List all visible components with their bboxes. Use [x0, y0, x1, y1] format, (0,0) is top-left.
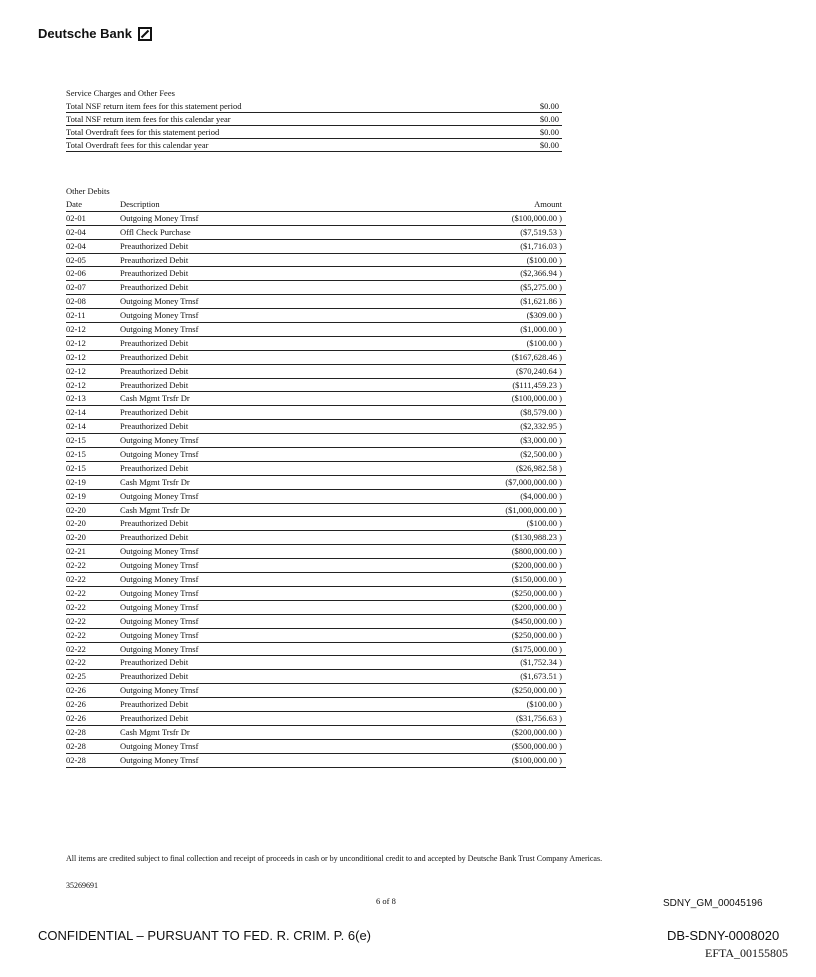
debit-description: Preauthorized Debit — [120, 268, 189, 279]
fee-label: Total NSF return item fees for this calendar year — [66, 114, 231, 124]
debit-amount: ($26,982.58 ) — [515, 462, 562, 473]
debit-row — [66, 573, 566, 587]
debit-date: 02-13 — [66, 393, 86, 404]
debit-row — [66, 212, 566, 226]
debit-date: 02-04 — [66, 226, 86, 237]
debit-row — [66, 226, 566, 240]
header-date: Date — [66, 199, 83, 209]
fee-amount: $0.00 — [539, 101, 559, 111]
debit-row — [66, 754, 566, 768]
debit-row — [66, 740, 566, 754]
debit-date: 02-22 — [66, 657, 86, 668]
header-amount: Amount — [534, 199, 562, 209]
debit-description: Preauthorized Debit — [120, 518, 189, 529]
debit-description: Outgoing Money Trnsf — [120, 546, 199, 557]
debit-amount: ($250,000.00 ) — [511, 629, 562, 640]
other-debits-table — [66, 212, 566, 768]
debit-date: 02-25 — [66, 671, 86, 682]
fee-amount: $0.00 — [539, 114, 559, 124]
debit-description: Outgoing Money Trnsf — [120, 740, 199, 751]
debit-description: Preauthorized Debit — [120, 379, 189, 390]
debit-date: 02-20 — [66, 518, 86, 529]
fee-label: Total Overdraft fees for this statement period — [66, 127, 220, 137]
debit-description: Preauthorized Debit — [120, 240, 189, 251]
debit-amount: ($1,716.03 ) — [520, 240, 562, 251]
debit-row — [66, 462, 566, 476]
service-charges-table — [66, 100, 562, 152]
confidential-notice: CONFIDENTIAL – PURSUANT TO FED. R. CRIM. P. 6(e) — [38, 928, 372, 943]
debit-date: 02-08 — [66, 296, 86, 307]
page-number: 6 of 8 — [376, 896, 396, 906]
debit-amount: ($167,628.46 ) — [511, 351, 562, 362]
debit-amount: ($8,579.00 ) — [520, 407, 562, 418]
debit-description: Cash Mgmt Trsfr Dr — [120, 476, 190, 487]
service-charges-title: Service Charges and Other Fees — [66, 88, 175, 98]
debit-date: 02-12 — [66, 379, 86, 390]
fee-row — [66, 100, 562, 113]
debit-amount: ($200,000.00 ) — [511, 560, 562, 571]
debit-row — [66, 504, 566, 518]
debit-amount: ($100,000.00 ) — [511, 754, 562, 765]
debit-row — [66, 587, 566, 601]
debit-row — [66, 448, 566, 462]
deutsche-bank-slash-logo-icon — [138, 27, 152, 41]
debit-amount: ($3,000.00 ) — [520, 435, 562, 446]
debit-date: 02-19 — [66, 476, 86, 487]
debit-date: 02-14 — [66, 421, 86, 432]
debit-description: Cash Mgmt Trsfr Dr — [120, 393, 190, 404]
debit-row — [66, 434, 566, 448]
debit-row — [66, 351, 566, 365]
debit-date: 02-05 — [66, 254, 86, 265]
debit-amount: ($175,000.00 ) — [511, 643, 562, 654]
fee-row — [66, 113, 562, 126]
fee-row — [66, 126, 562, 139]
debit-date: 02-22 — [66, 615, 86, 626]
debit-row — [66, 254, 566, 268]
debit-row — [66, 490, 566, 504]
debit-row — [66, 476, 566, 490]
debit-description: Outgoing Money Trnsf — [120, 490, 199, 501]
debit-amount: ($800,000.00 ) — [511, 546, 562, 557]
debit-row — [66, 323, 566, 337]
debit-amount: ($1,673.51 ) — [520, 671, 562, 682]
debit-row — [66, 240, 566, 254]
debit-amount: ($500,000.00 ) — [511, 740, 562, 751]
fee-amount: $0.00 — [539, 127, 559, 137]
debit-description: Preauthorized Debit — [120, 282, 189, 293]
debit-date: 02-12 — [66, 351, 86, 362]
account-reference: 35269691 — [66, 881, 98, 890]
debit-amount: ($100.00 ) — [526, 699, 562, 710]
debit-description: Outgoing Money Trnsf — [120, 587, 199, 598]
debit-amount: ($7,000,000.00 ) — [505, 476, 562, 487]
debit-amount: ($4,000.00 ) — [520, 490, 562, 501]
debit-date: 02-22 — [66, 643, 86, 654]
debit-row — [66, 392, 566, 406]
debit-description: Outgoing Money Trnsf — [120, 296, 199, 307]
debit-row — [66, 629, 566, 643]
debit-amount: ($100.00 ) — [526, 337, 562, 348]
debit-date: 02-26 — [66, 712, 86, 723]
debit-row — [66, 379, 566, 393]
debit-description: Preauthorized Debit — [120, 365, 189, 376]
debit-amount: ($100.00 ) — [526, 518, 562, 529]
debit-date: 02-12 — [66, 324, 86, 335]
debit-amount: ($150,000.00 ) — [511, 574, 562, 585]
debit-row — [66, 406, 566, 420]
debit-row — [66, 698, 566, 712]
debit-row — [66, 337, 566, 351]
debit-amount: ($250,000.00 ) — [511, 685, 562, 696]
debit-amount: ($2,366.94 ) — [520, 268, 562, 279]
debit-date: 02-04 — [66, 240, 86, 251]
debit-description: Preauthorized Debit — [120, 254, 189, 265]
debit-date: 02-20 — [66, 504, 86, 515]
debit-row — [66, 559, 566, 573]
debit-description: Outgoing Money Trnsf — [120, 449, 199, 460]
debit-date: 02-22 — [66, 601, 86, 612]
debit-date: 02-01 — [66, 212, 86, 223]
debit-amount: ($2,500.00 ) — [520, 449, 562, 460]
debit-description: Preauthorized Debit — [120, 351, 189, 362]
debit-row — [66, 684, 566, 698]
debit-description: Outgoing Money Trnsf — [120, 310, 199, 321]
debit-description: Preauthorized Debit — [120, 532, 189, 543]
debit-date: 02-06 — [66, 268, 86, 279]
debit-row — [66, 670, 566, 684]
debit-description: Outgoing Money Trnsf — [120, 601, 199, 612]
debit-date: 02-14 — [66, 407, 86, 418]
debit-row — [66, 726, 566, 740]
debit-amount: ($1,752.34 ) — [520, 657, 562, 668]
debit-amount: ($5,275.00 ) — [520, 282, 562, 293]
bank-logo — [38, 26, 152, 41]
debit-amount: ($70,240.64 ) — [515, 365, 562, 376]
debit-description: Preauthorized Debit — [120, 699, 189, 710]
debit-amount: ($200,000.00 ) — [511, 726, 562, 737]
debit-date: 02-15 — [66, 449, 86, 460]
debit-amount: ($130,988.23 ) — [511, 532, 562, 543]
debit-row — [66, 267, 566, 281]
debit-description: Outgoing Money Trnsf — [120, 754, 199, 765]
debit-amount: ($31,756.63 ) — [515, 712, 562, 723]
debit-amount: ($1,000.00 ) — [520, 324, 562, 335]
debit-date: 02-22 — [66, 574, 86, 585]
debit-date: 02-22 — [66, 560, 86, 571]
debit-amount: ($1,000,000.00 ) — [505, 504, 562, 515]
debit-row — [66, 517, 566, 531]
debit-amount: ($200,000.00 ) — [511, 601, 562, 612]
debit-amount: ($250,000.00 ) — [511, 587, 562, 598]
debit-amount: ($2,332.95 ) — [520, 421, 562, 432]
debit-description: Preauthorized Debit — [120, 421, 189, 432]
debit-description: Cash Mgmt Trsfr Dr — [120, 504, 190, 515]
debit-date: 02-21 — [66, 546, 86, 557]
debit-date: 02-26 — [66, 699, 86, 710]
bank-name: Deutsche Bank — [38, 26, 132, 41]
debit-amount: ($7,519.53 ) — [520, 226, 562, 237]
debit-description: Preauthorized Debit — [120, 712, 189, 723]
fee-row — [66, 139, 562, 152]
debit-description: Outgoing Money Trnsf — [120, 324, 199, 335]
debit-description: Outgoing Money Trnsf — [120, 560, 199, 571]
fee-amount: $0.00 — [539, 140, 559, 150]
debit-amount: ($1,621.86 ) — [520, 296, 562, 307]
debit-date: 02-15 — [66, 435, 86, 446]
debit-amount: ($100,000.00 ) — [511, 212, 562, 223]
debit-date: 02-22 — [66, 629, 86, 640]
debit-date: 02-28 — [66, 740, 86, 751]
debit-description: Cash Mgmt Trsfr Dr — [120, 726, 190, 737]
debit-date: 02-15 — [66, 462, 86, 473]
debit-date: 02-12 — [66, 337, 86, 348]
debit-date: 02-07 — [66, 282, 86, 293]
debit-row — [66, 365, 566, 379]
debit-row — [66, 615, 566, 629]
debit-description: Outgoing Money Trnsf — [120, 629, 199, 640]
debit-row — [66, 531, 566, 545]
debit-date: 02-20 — [66, 532, 86, 543]
other-debits-title: Other Debits — [66, 186, 110, 196]
fee-label: Total NSF return item fees for this statement period — [66, 101, 242, 111]
debit-amount: ($450,000.00 ) — [511, 615, 562, 626]
collection-disclaimer: All items are credited subject to final collection and receipt of proceeds in cash or by unconditional credit to and accepted by Deutsche Bank Trust Company Americas. — [66, 854, 603, 863]
debit-description: Outgoing Money Trnsf — [120, 574, 199, 585]
other-debits-section — [66, 185, 566, 768]
debit-description: Outgoing Money Trnsf — [120, 615, 199, 626]
other-debits-header — [66, 198, 566, 212]
debit-description: Outgoing Money Trnsf — [120, 212, 199, 223]
debit-date: 02-28 — [66, 754, 86, 765]
debit-description: Outgoing Money Trnsf — [120, 643, 199, 654]
debit-row — [66, 545, 566, 559]
bates-number-sdny: SDNY_GM_00045196 — [663, 898, 763, 909]
debit-date: 02-19 — [66, 490, 86, 501]
debit-row — [66, 420, 566, 434]
debit-description: Preauthorized Debit — [120, 671, 189, 682]
debit-description: Outgoing Money Trnsf — [120, 685, 199, 696]
debit-amount: ($309.00 ) — [526, 310, 562, 321]
debit-date: 02-12 — [66, 365, 86, 376]
debit-date: 02-26 — [66, 685, 86, 696]
debit-amount: ($111,459.23 ) — [512, 379, 562, 390]
debit-description: Preauthorized Debit — [120, 462, 189, 473]
debit-description: Outgoing Money Trnsf — [120, 435, 199, 446]
bates-number-db: DB-SDNY-0008020 — [667, 928, 780, 943]
debit-description: Offl Check Purchase — [120, 226, 191, 237]
debit-amount: ($100.00 ) — [526, 254, 562, 265]
service-charges-section — [66, 87, 562, 152]
debit-row — [66, 281, 566, 295]
debit-row — [66, 712, 566, 726]
debit-row — [66, 643, 566, 657]
debit-description: Preauthorized Debit — [120, 407, 189, 418]
debit-row — [66, 309, 566, 323]
debit-row — [66, 601, 566, 615]
fee-label: Total Overdraft fees for this calendar year — [66, 140, 209, 150]
debit-amount: ($100,000.00 ) — [511, 393, 562, 404]
debit-row — [66, 656, 566, 670]
debit-date: 02-28 — [66, 726, 86, 737]
debit-date: 02-22 — [66, 587, 86, 598]
bates-number-efta: EFTA_00155805 — [705, 946, 789, 960]
debit-date: 02-11 — [66, 310, 86, 321]
debit-description: Preauthorized Debit — [120, 337, 189, 348]
header-description: Description — [120, 199, 160, 209]
debit-row — [66, 295, 566, 309]
debit-description: Preauthorized Debit — [120, 657, 189, 668]
